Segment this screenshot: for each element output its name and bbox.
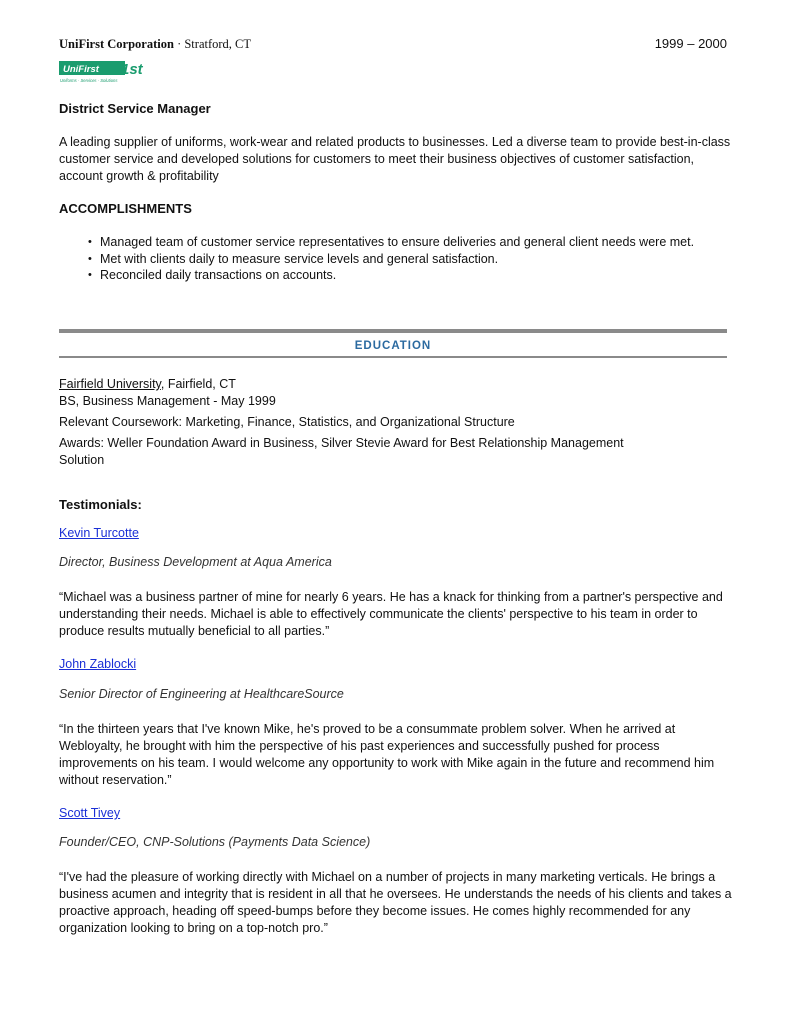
school-location: , Fairfield, CT <box>160 377 236 391</box>
section-rule-top <box>59 329 727 333</box>
unifirst-logo <box>59 59 161 85</box>
accomplishments-heading: ACCOMPLISHMENTS <box>59 201 192 216</box>
separator: · <box>177 37 182 51</box>
logo-graphic <box>59 59 161 85</box>
logo-mark: 1st <box>121 61 143 78</box>
testimonial-title: Founder/CEO, CNP-Solutions (Payments Data Science) <box>59 835 371 849</box>
logo-wordmark: UniFirst <box>63 64 99 75</box>
coursework: Relevant Coursework: Marketing, Finance, Statistics, and Organizational Structure <box>59 415 515 429</box>
accomplishment-item: • Managed team of customer service representatives to ensure deliveries and general client needs were met. <box>88 234 738 251</box>
accomplishments-list <box>88 234 738 284</box>
testimonial-title: Senior Director of Engineering at HealthcareSource <box>59 687 344 701</box>
testimonials-heading: Testimonials: <box>59 497 142 512</box>
testimonial-quote: “I've had the pleasure of working directly with Michael on a number of projects in many marketing verticals. He brings a business acumen and integrity that is resident in all that he oversees. He understands the needs of his clients and takes a proactive approach, heading off speed-bumps before they become issues. He comes highly recommended for any organization looking to bring on a top-notch pro.” <box>59 870 732 935</box>
school-name: Fairfield University <box>59 377 161 391</box>
accomplishment-item: • Reconciled daily transactions on accounts. <box>88 267 738 284</box>
testimonial-name-link[interactable]: John Zablocki <box>59 657 137 671</box>
position-title: District Service Manager <box>59 101 211 116</box>
accomplishment-item: • Met with clients daily to measure service levels and general satisfaction. <box>88 251 738 268</box>
testimonial-name-link[interactable]: Scott Tivey <box>59 806 121 820</box>
school-line <box>59 376 739 393</box>
logo-tagline: Uniforms · Services · Solutions <box>60 78 118 83</box>
testimonial-name-link[interactable]: Kevin Turcotte <box>59 526 139 540</box>
testimonial-title: Director, Business Development at Aqua America <box>59 555 332 569</box>
employment-dates: 1999 – 2000 <box>654 36 727 51</box>
testimonial-quote: “Michael was a business partner of mine for nearly 6 years. He has a knack for thinking from a partner's perspective and understanding their needs. Michael is able to effectively communicate the clients' perspective to his team in order to produce results mutually beneficial to all parties.” <box>59 590 723 638</box>
degree: BS, Business Management - May 1999 <box>59 394 276 408</box>
company-location: Stratford, CT <box>184 37 252 51</box>
testimonial-quote: “In the thirteen years that I've known Mike, he's proved to be a consummate problem solver. When he arrived at Webloyalty, he brought with him the perspective of his past experiences and successfully pushed for process improvements on his team. I would welcome any opportunity to work with Mike again in the future and recommend him without reservation.” <box>59 722 715 787</box>
education-block <box>59 376 739 469</box>
job-description: A leading supplier of uniforms, work-wear and related products to businesses. Led a diverse team to provide best-in-class customer service and developed solutions for customers to meet their business objectives of customer satisfaction, account growth & profitability <box>59 135 731 183</box>
awards: Awards: Weller Foundation Award in Business, Silver Stevie Award for Best Relationship Management Solution <box>59 436 624 467</box>
education-heading: EDUCATION <box>354 340 432 352</box>
company-name: UniFirst Corporation <box>59 37 174 51</box>
section-rule-bottom <box>59 356 727 358</box>
employer-line <box>59 37 251 52</box>
